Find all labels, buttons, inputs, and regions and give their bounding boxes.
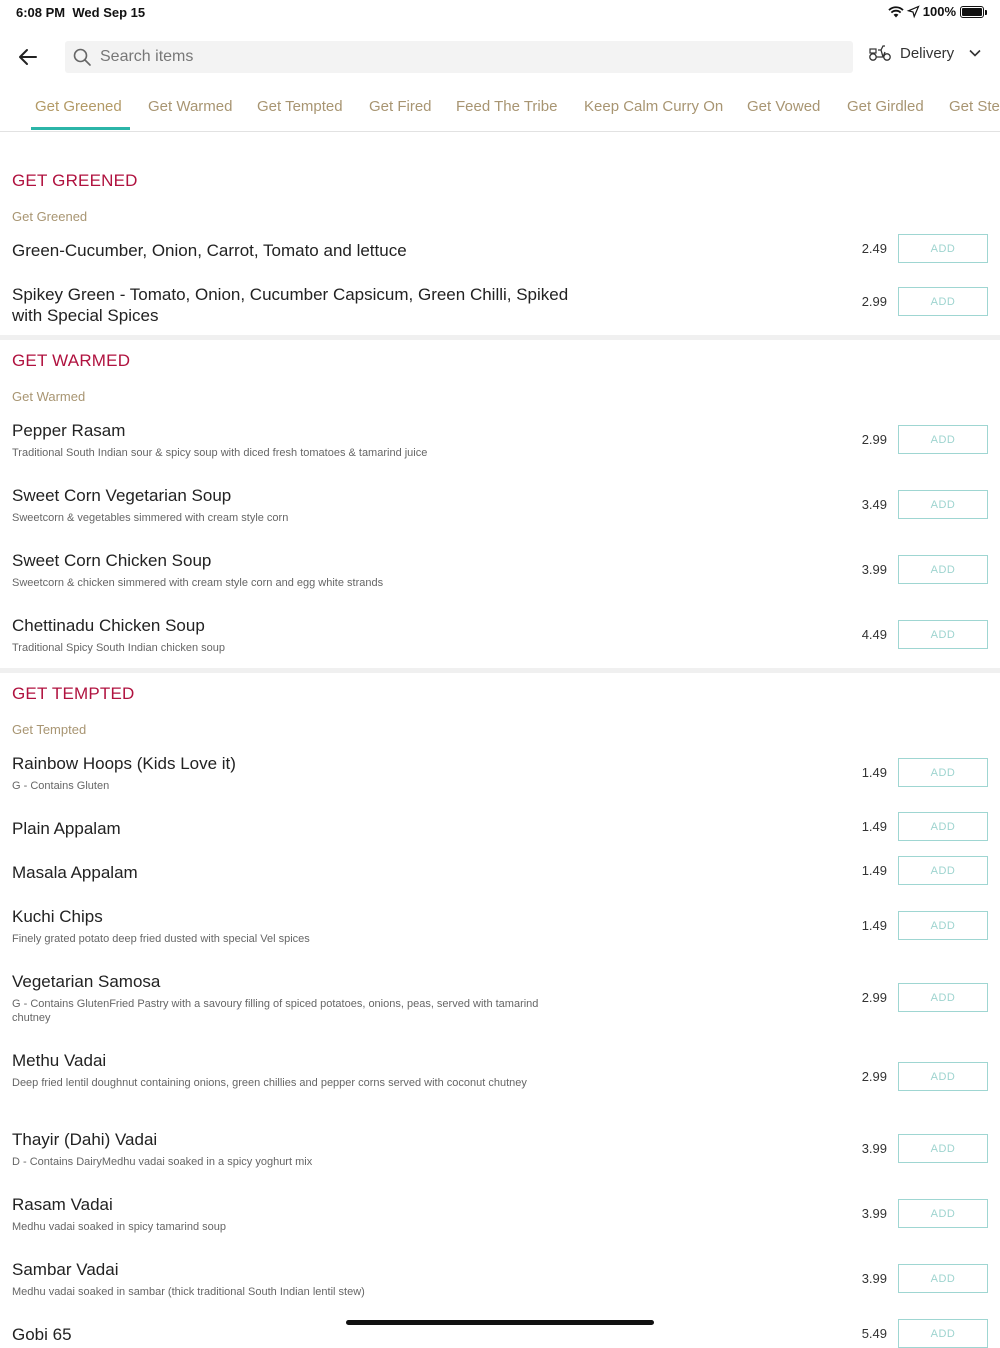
- section-subtitle: Get Warmed: [12, 389, 86, 404]
- add-button[interactable]: ADD: [898, 911, 988, 940]
- item-description: G - Contains GlutenFried Pastry with a savoury filling of spiced potatoes, onions, peas, served with tamarind chutney: [12, 998, 539, 1024]
- item-price: 3.99: [861, 1206, 887, 1221]
- home-indicator[interactable]: [346, 1320, 654, 1325]
- section-divider: [0, 668, 1000, 673]
- item-description: Sweetcorn & chicken simmered with cream style corn and egg white strands: [12, 577, 384, 589]
- item-description: Sweetcorn & vegetables simmered with cream style corn: [12, 512, 289, 524]
- item-price: 4.49: [861, 627, 887, 642]
- status-indicators: [888, 4, 984, 19]
- add-button[interactable]: ADD: [898, 234, 988, 263]
- tab-feed-the-tribe[interactable]: Feed The Tribe: [456, 98, 558, 115]
- item-name: Vegetarian Samosa: [12, 972, 161, 991]
- item-name: Kuchi Chips: [12, 907, 103, 926]
- item-description: Medhu vadai soaked in spicy tamarind soup: [12, 1221, 227, 1233]
- battery-percent: 100%: [922, 4, 956, 19]
- tab-get-vowed[interactable]: Get Vowed: [747, 98, 821, 115]
- item-price: 2.99: [861, 990, 887, 1005]
- item-price: 2.99: [861, 432, 887, 447]
- add-button[interactable]: ADD: [898, 490, 988, 519]
- item-price: 2.99: [861, 1069, 887, 1084]
- item-name: Methu Vadai: [12, 1051, 107, 1070]
- add-button[interactable]: ADD: [898, 856, 988, 885]
- add-button[interactable]: ADD: [898, 1199, 988, 1228]
- category-tabs: [0, 86, 1000, 132]
- item-name: Rainbow Hoops (Kids Love it): [12, 754, 236, 773]
- add-button[interactable]: ADD: [898, 620, 988, 649]
- item-price: 3.99: [861, 1141, 887, 1156]
- item-price: 1.49: [861, 765, 887, 780]
- section-divider: [0, 335, 1000, 340]
- add-button[interactable]: ADD: [898, 1134, 988, 1163]
- add-button[interactable]: ADD: [898, 1319, 988, 1348]
- item-name: Spikey Green - Tomato, Onion, Cucumber Capsicum, Green Chilli, Spiked with Special Spices: [12, 285, 569, 325]
- item-price: 1.49: [861, 863, 887, 878]
- section-title: GET GREENED: [12, 171, 138, 190]
- status-time: 6:08 PM Wed Sep 15: [16, 5, 146, 20]
- item-price: 5.49: [861, 1326, 887, 1341]
- item-price: 2.49: [861, 241, 887, 256]
- item-description: Traditional South Indian sour & spicy soup with diced fresh tomatoes & tamarind juice: [12, 447, 428, 459]
- wifi-icon: [888, 6, 904, 18]
- tab-get-greened[interactable]: Get Greened: [35, 98, 122, 115]
- search-input[interactable]: [100, 48, 800, 66]
- item-price: 3.99: [861, 1271, 887, 1286]
- add-button[interactable]: ADD: [898, 983, 988, 1012]
- item-description: Medhu vadai soaked in sambar (thick traditional South Indian lentil stew): [12, 1286, 365, 1298]
- section-subtitle: Get Greened: [12, 209, 88, 224]
- add-button[interactable]: ADD: [898, 758, 988, 787]
- item-name: Sweet Corn Chicken Soup: [12, 551, 212, 570]
- tab-keep-calm-curry-on[interactable]: Keep Calm Curry On: [584, 98, 724, 115]
- search-box[interactable]: [65, 41, 853, 73]
- add-button[interactable]: ADD: [898, 425, 988, 454]
- item-price: 3.49: [861, 497, 887, 512]
- scooter-icon: [868, 44, 892, 62]
- tab-get-girdled[interactable]: Get Girdled: [847, 98, 924, 115]
- add-button[interactable]: ADD: [898, 1264, 988, 1293]
- item-price: 1.49: [861, 819, 887, 834]
- item-name: Green-Cucumber, Onion, Carrot, Tomato and lettuce: [12, 241, 407, 260]
- item-price: 3.99: [861, 562, 887, 577]
- delivery-label: Delivery: [900, 44, 955, 62]
- item-description: Finely grated potato deep fried dusted with special Vel spices: [12, 933, 310, 945]
- search-icon: [72, 47, 92, 67]
- location-arrow-icon: [908, 6, 919, 17]
- item-name: Pepper Rasam: [12, 421, 126, 440]
- battery-icon: [960, 6, 984, 18]
- item-name: Chettinadu Chicken Soup: [12, 616, 205, 635]
- item-name: Rasam Vadai: [12, 1195, 113, 1214]
- add-button[interactable]: ADD: [898, 1062, 988, 1091]
- delivery-selector[interactable]: [868, 44, 982, 62]
- tab-get-ste[interactable]: Get Ste: [949, 98, 1000, 115]
- item-description: D - Contains DairyMedhu vadai soaked in a spicy yoghurt mix: [12, 1156, 313, 1168]
- item-description: Traditional Spicy South Indian chicken soup: [12, 642, 225, 654]
- active-tab-indicator: [31, 127, 130, 130]
- header: [0, 36, 1000, 78]
- item-name: Sambar Vadai: [12, 1260, 119, 1279]
- add-button[interactable]: ADD: [898, 287, 988, 316]
- item-price: 2.99: [861, 294, 887, 309]
- item-description: Deep fried lentil doughnut containing onions, green chillies and pepper corns served with coconut chutney: [12, 1077, 527, 1089]
- section-subtitle: Get Tempted: [12, 722, 87, 737]
- item-name: Plain Appalam: [12, 819, 121, 838]
- tab-get-fired[interactable]: Get Fired: [369, 98, 432, 115]
- section-title: GET WARMED: [12, 351, 131, 370]
- item-price: 1.49: [861, 918, 887, 933]
- chevron-down-icon: [968, 46, 982, 60]
- back-arrow-icon[interactable]: [16, 44, 42, 70]
- item-name: Gobi 65: [12, 1325, 72, 1344]
- tab-get-tempted[interactable]: Get Tempted: [257, 98, 343, 115]
- add-button[interactable]: ADD: [898, 812, 988, 841]
- status-bar: [0, 0, 1000, 26]
- item-name: Sweet Corn Vegetarian Soup: [12, 486, 232, 505]
- item-name: Thayir (Dahi) Vadai: [12, 1130, 158, 1149]
- add-button[interactable]: ADD: [898, 555, 988, 584]
- item-description: G - Contains Gluten: [12, 780, 110, 792]
- tab-get-warmed[interactable]: Get Warmed: [148, 98, 233, 115]
- section-title: GET TEMPTED: [12, 684, 135, 703]
- item-name: Masala Appalam: [12, 863, 138, 882]
